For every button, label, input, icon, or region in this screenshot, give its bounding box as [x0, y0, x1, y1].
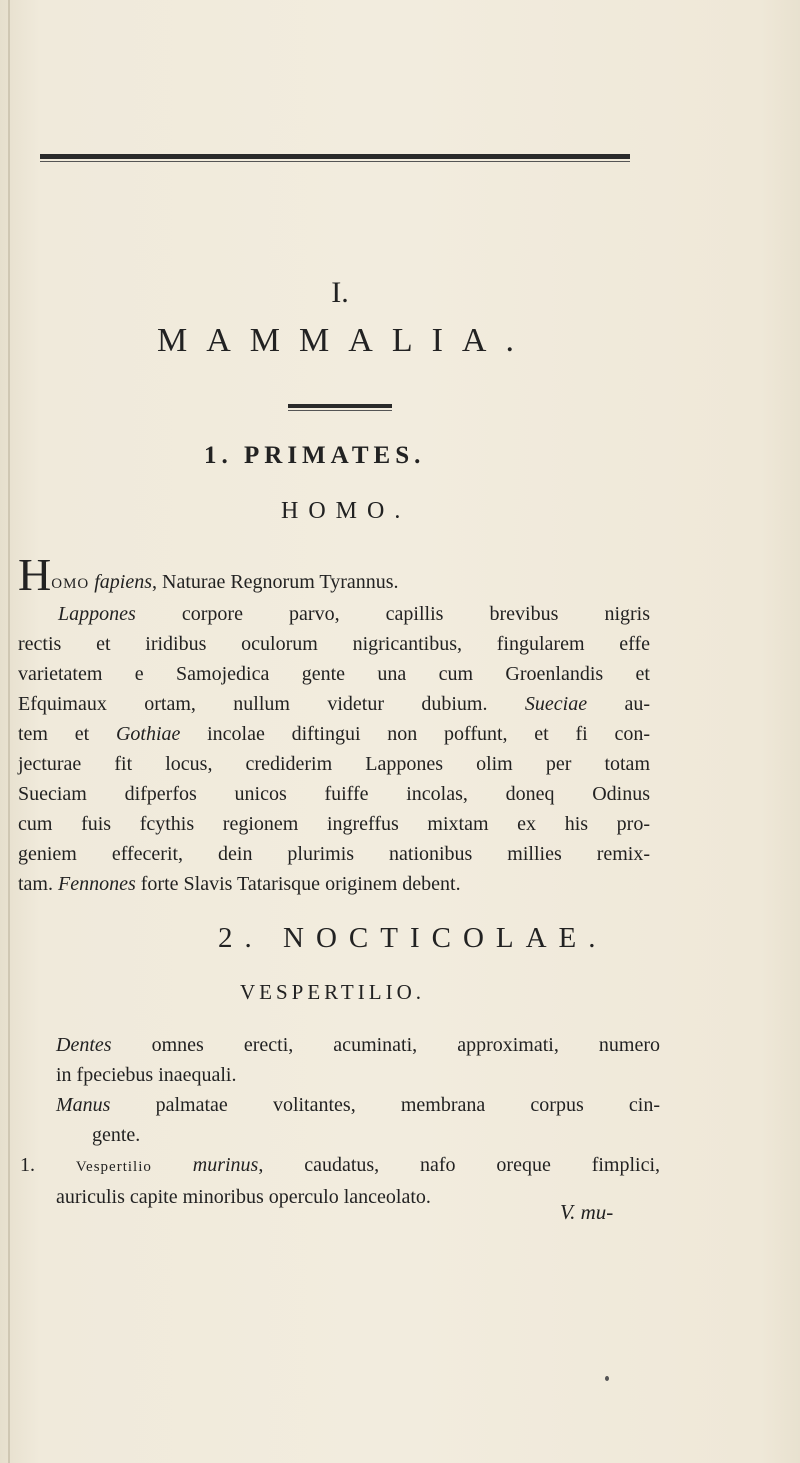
- paragraph-line: [18, 599, 650, 629]
- paragraph-line: geniem effecerit, dein plurimis nationibus millies remix-: [18, 843, 650, 865]
- line-text: au-: [587, 693, 651, 715]
- paragraph-line: varietatem e Samojedica gente una cum Groenlandis et: [18, 663, 650, 685]
- char-line-manus: [20, 1090, 660, 1120]
- vespertilio-characters: [20, 1030, 660, 1212]
- paragraph-line: [18, 689, 650, 719]
- line-text: , caudatus, nafo oreque fimplici,: [258, 1154, 661, 1176]
- class-numeral: I.: [331, 276, 349, 309]
- line-text: tam.: [18, 873, 58, 895]
- page-gutter-edge: [8, 0, 10, 1463]
- order-title: PRIMATES.: [244, 442, 426, 469]
- homo-description: [18, 549, 651, 899]
- catchword: V. mu-: [560, 1200, 614, 1224]
- paragraph-line: [18, 549, 650, 600]
- paragraph-line: [18, 869, 650, 899]
- line-text: forte Slavis Tatarisque originem debent.: [135, 873, 461, 895]
- genus-heading-vespertilio: VESPERTILIO.: [240, 980, 425, 1004]
- species-epithet: fapiens: [94, 571, 153, 593]
- species-number: 1.: [20, 1154, 35, 1176]
- line-text: corpore parvo, capillis brevibus nigris: [135, 603, 650, 625]
- order-heading-nocticolae: [218, 922, 608, 955]
- paragraph-line: cum fuis fcythis regionem ingreffus mixtam ex his pro-: [18, 813, 650, 835]
- char-line: in fpeciebus inaequali.: [56, 1064, 237, 1086]
- top-rule: [40, 154, 630, 159]
- italic-term: Lappones: [58, 603, 136, 625]
- top-rule-thin: [40, 161, 630, 162]
- smallcaps-text: OMO: [51, 576, 90, 592]
- drop-cap: H: [18, 549, 52, 600]
- line-text: tem et: [18, 723, 116, 745]
- species-epithet: murinus: [192, 1154, 259, 1176]
- species-genus: Vespertilio: [75, 1159, 152, 1175]
- line-text: palmatae volitantes, membrana corpus cin-: [110, 1094, 660, 1116]
- order-title: NOCTICOLAE.: [283, 922, 608, 954]
- italic-term: Gothiae: [115, 723, 181, 745]
- italic-term: Manus: [56, 1094, 111, 1116]
- italic-term: Dentes: [56, 1034, 112, 1056]
- order-number: 2.: [218, 922, 264, 954]
- ink-speck: [605, 1376, 609, 1381]
- paragraph-line: jecturae fit locus, crediderim Lappones olim per totam: [18, 753, 650, 775]
- middle-rule-thin: [288, 410, 392, 411]
- order-number: 1.: [204, 442, 233, 469]
- paragraph-line: rectis et iridibus oculorum nigricantibus, fingularem effe: [18, 633, 650, 655]
- species-entry: [20, 1150, 660, 1182]
- paragraph-line: [18, 719, 650, 749]
- order-heading-primates: [204, 442, 425, 470]
- char-line: gente.: [92, 1124, 141, 1146]
- paragraph-line: Sueciam difperfos unicos fuiffe incolas, doneq Odinus: [18, 783, 650, 805]
- genus-heading-homo: HOMO.: [281, 498, 411, 524]
- char-line-dentes: [20, 1030, 660, 1060]
- line-text: omnes erecti, acuminati, approximati, numero: [111, 1034, 660, 1056]
- italic-term: Sueciae: [524, 693, 588, 715]
- class-title: MAMMALIA.: [157, 322, 533, 359]
- lead-text: , Naturae Regnorum Tyrannus.: [152, 571, 399, 593]
- line-text: Efquimaux ortam, nullum videtur dubium.: [18, 693, 525, 715]
- middle-rule: [288, 404, 392, 408]
- species-line: auriculis capite minoribus operculo lanceolato.: [56, 1186, 431, 1208]
- italic-term: Fennones: [58, 873, 136, 895]
- line-text: incolae diftingui non poffunt, et fi con-: [180, 723, 650, 745]
